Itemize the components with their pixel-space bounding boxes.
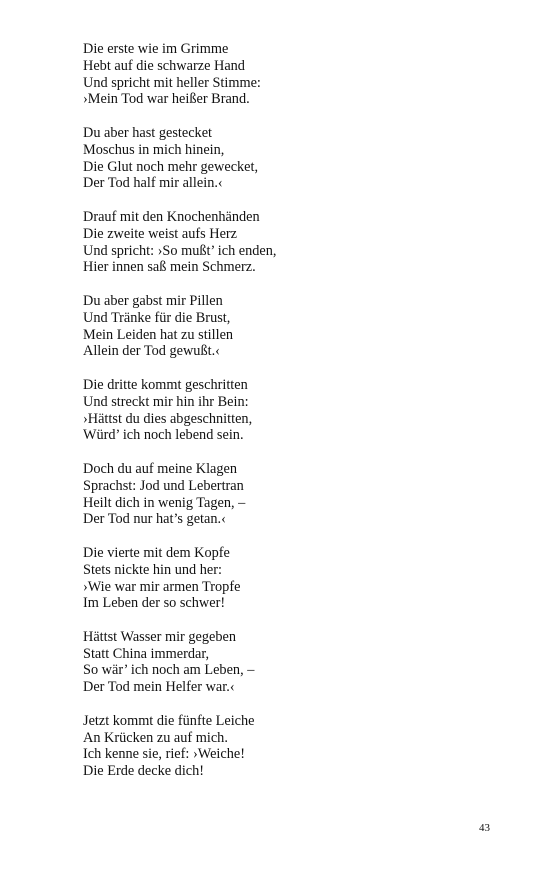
poem-line: Statt China immerdar, [83,645,210,662]
poem-line: Der Tod nur hat’s getan.‹ [83,511,226,528]
poem-line: Heilt dich in wenig Tagen, – [83,494,246,511]
stanza-2 [83,125,503,192]
stanza-8 [83,629,503,696]
stanza-1 [83,41,503,108]
poem-line: Und spricht: ›So mußt’ ich enden, [83,242,277,259]
poem-line: Die Erde decke dich! [83,763,205,780]
poem-line: Der Tod half mir allein.‹ [83,175,223,192]
stanza-5 [83,377,503,444]
poem-line: Mein Leiden hat zu stillen [83,326,234,343]
poem-line: So wär’ ich noch am Leben, – [83,662,255,679]
poem-line: ›Hättst du dies abgeschnitten, [83,410,253,427]
poem-line: Der Tod mein Helfer war.‹ [83,679,235,696]
poem-line: Moschus in mich hinein, [83,141,225,158]
poem-line: Stets nickte hin und her: [83,561,222,578]
poem-line: Die vierte mit dem Kopfe [83,544,230,561]
stanza-7 [83,545,503,612]
poem-line: Die zweite weist aufs Herz [83,225,238,242]
poem-line: Hättst Wasser mir gegeben [83,628,237,645]
poem-line: Würd’ ich noch lebend sein. [83,427,244,444]
poem-line: An Krücken zu auf mich. [83,729,228,746]
poem-line: Und Tränke für die Brust, [83,309,231,326]
poem-line: ›Mein Tod war heißer Brand. [83,91,250,108]
poem-line: Und spricht mit heller Stimme: [83,74,261,91]
poem-line: Die dritte kommt geschritten [83,376,248,393]
poem-line: Drauf mit den Knochenhänden [83,208,260,225]
poem-line: Die Glut noch mehr gewecket, [83,158,259,175]
stanza-6 [83,461,503,528]
poem-line: Du aber hast gestecket [83,124,213,141]
poem-line: Und streckt mir hin ihr Bein: [83,393,249,410]
poem-line: Ich kenne sie, rief: ›Weiche! [83,746,245,763]
page-number: 43 [479,822,490,834]
stanza-4 [83,293,503,360]
poem-line: Hier innen saß mein Schmerz. [83,259,256,276]
stanza-3 [83,209,503,276]
poem-line: Sprachst: Jod und Lebertran [83,477,244,494]
poem-line: Du aber gabst mir Pillen [83,292,223,309]
poem-line: Die erste wie im Grimme [83,41,229,57]
stanza-9 [83,713,503,780]
poem-line: ›Wie war mir armen Tropfe [83,578,241,595]
poem-text [83,41,503,797]
poem-line: Hebt auf die schwarze Hand [83,57,245,74]
poem-line: Doch du auf meine Klagen [83,460,238,477]
poem-line: Allein der Tod gewußt.‹ [83,343,220,360]
poem-line: Im Leben der so schwer! [83,595,226,612]
poem-line: Jetzt kommt die fünfte Leiche [83,712,255,729]
